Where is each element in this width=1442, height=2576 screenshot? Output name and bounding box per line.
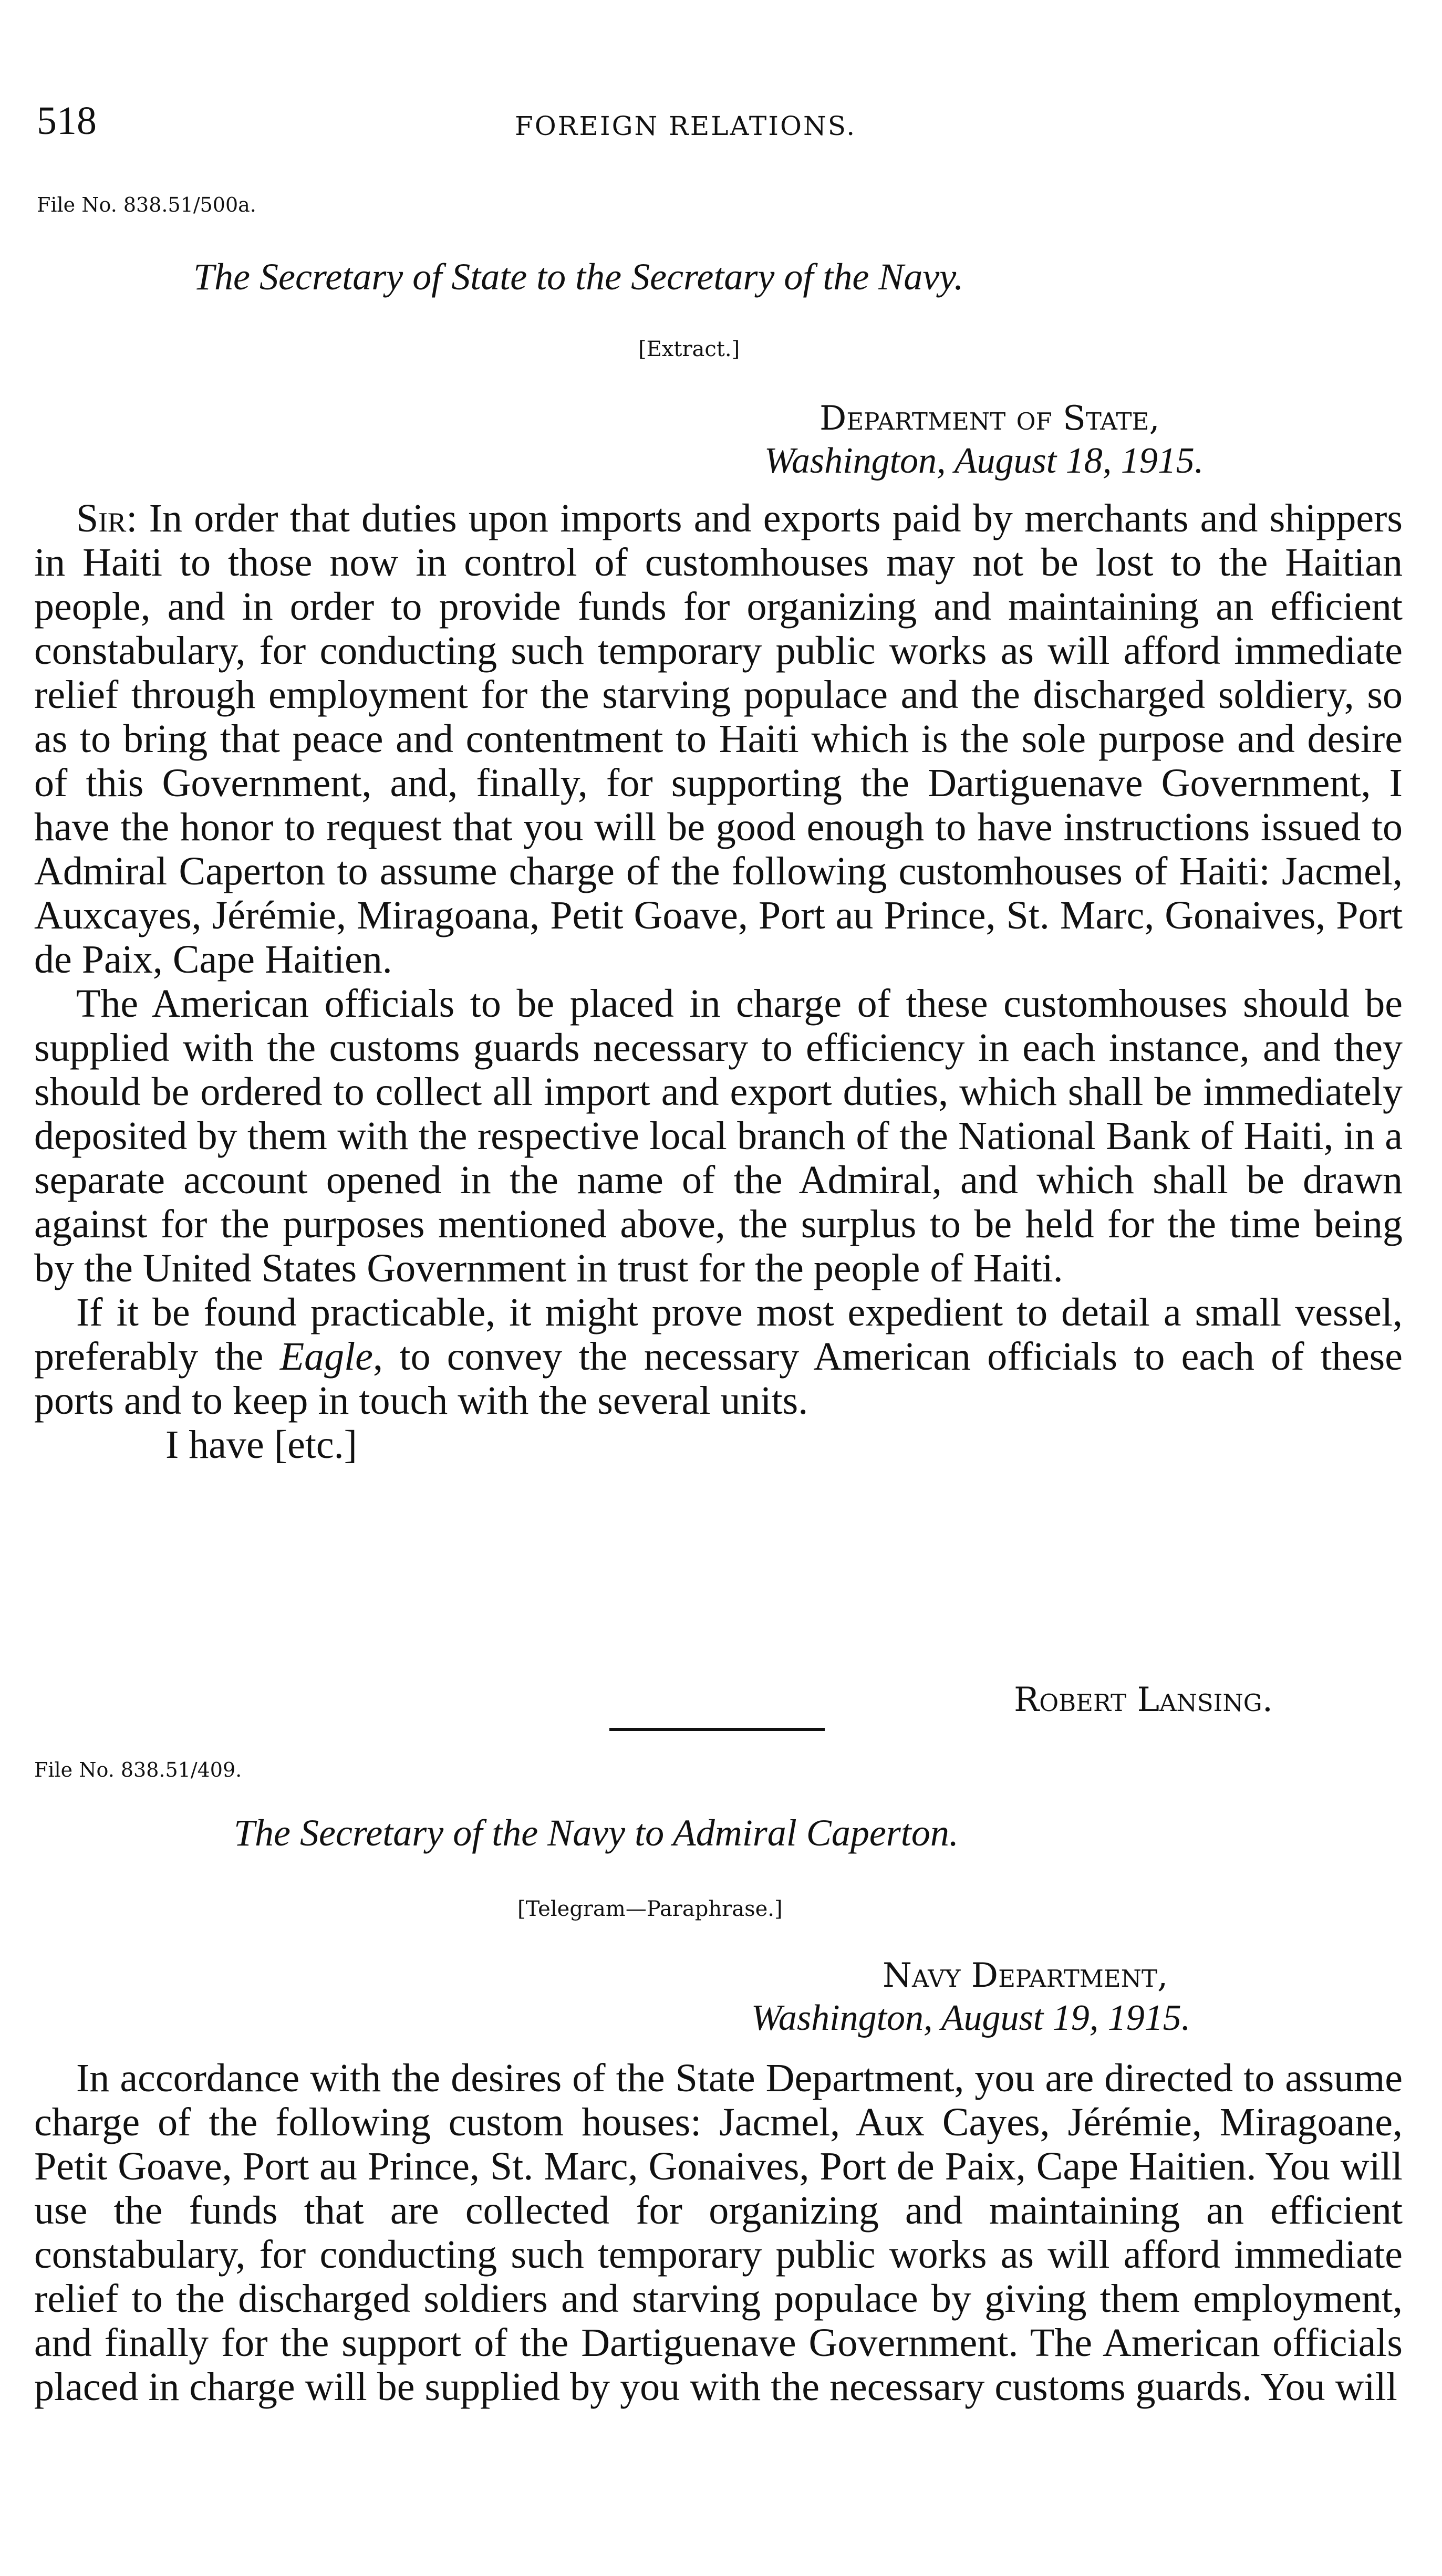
letter-2-paragraph-1: In accordance with the desires of the State Department, you are directed to assume charge of the following custom houses: Jacmel, Aux Cayes, Jérémie, Miragoane, Petit Goave, Port au Prince, St. Marc, Gonaives, Port de Paix, Cape Haitien. You will use the funds that are collected for organizing and maintaining an efficient constabulary, for conducting such temporary public works as will afford immediate relief to the discharged soldiers and starving populace by giving them employment, and finally for the support of the Dartiguenave Government. The American officials placed in charge will be supplied by you with the necessary customs guards. You will	[34, 2056, 1403, 2409]
letter-body-2	[34, 2056, 1403, 2409]
letter-title-2: The Secretary of the Navy to Admiral Caperton.	[234, 1812, 959, 1854]
paragraph-3-text-b: , to convey the necessary American officials to each of these ports and to keep in touch with the several units.	[34, 1334, 1403, 1423]
closing-line: I have [etc.]	[165, 1423, 357, 1467]
dateline-2-sep: ,	[1089, 1998, 1108, 2038]
letter-1-paragraph-3	[34, 1290, 1403, 1423]
dateline-2	[751, 1996, 1190, 2041]
signature: Robert Lansing.	[1014, 1681, 1273, 1719]
dateline-1-year: 1915	[1121, 441, 1195, 481]
section-divider	[609, 1728, 825, 1731]
letter-title-1: The Secretary of State to the Secretary of the Navy.	[193, 256, 964, 298]
dateline-2-text: Washington, August	[751, 1998, 1053, 2038]
dateline-1-end: .	[1194, 441, 1204, 481]
dateline-1-day: 18	[1065, 441, 1103, 481]
sender-department-2: Navy Department,	[883, 1956, 1168, 1995]
letter-subtitle-1: [Extract.]	[638, 337, 740, 361]
dateline-1-sep: ,	[1102, 441, 1121, 481]
dateline-2-end: .	[1181, 1998, 1191, 2038]
dateline-1-text: Washington, August	[764, 441, 1066, 481]
letter-body-1	[34, 496, 1403, 1467]
dateline-1	[764, 439, 1204, 484]
letter-1-paragraph-1	[34, 496, 1403, 982]
dateline-2-day: 19	[1052, 1998, 1090, 2038]
ship-name: Eagle	[279, 1334, 374, 1379]
salutation: Sir	[76, 496, 127, 540]
file-number-2: File No. 838.51/409.	[34, 1758, 242, 1781]
letter-subtitle-2: [Telegram—Paraphrase.]	[517, 1897, 783, 1921]
sender-department-1: Department of State,	[819, 399, 1160, 438]
running-head: FOREIGN RELATIONS.	[515, 111, 857, 141]
paragraph-1-text: : In order that duties upon imports and exports paid by merchants and shippers in Haiti to those now in control of customhouses may not be lost to the Haitian people, and in order to provide funds for organizing and maintaining an efficient constabulary, for conducting such temporary public works as will afford immediate relief through employment for the starving populace and the discharged soldiery, so as to bring that peace and contentment to Haiti which is the sole purpose and desire of this Government, and, finally, for supporting the Dartiguenave Government, I have the honor to request that you will be good enough to have instructions issued to Admiral Caperton to assume charge of the following customhouses of Haiti: Jacmel, Auxcayes, Jérémie, Miragoana, Petit Goave, Port au Prince, St. Marc, Gonaives, Port de Paix, Cape Haitien.	[34, 496, 1403, 982]
page-number: 518	[37, 99, 97, 143]
paragraph-3-text-a: If it be found practicable, it might prove most expedient to detail a small vessel, preferably the	[34, 1290, 1403, 1379]
letter-1-paragraph-2: The American officials to be placed in charge of these customhouses should be supplied with the customs guards necessary to efficiency in each instance, and they should be ordered to collect all import and export duties, which shall be immediately deposited by them with the respective local branch of the National Bank of Haiti, in a separate account opened in the name of the Admiral, and which shall be drawn against for the purposes mentioned above, the surplus to be held for the time being by the United States Government in trust for the people of Haiti.	[34, 982, 1403, 1290]
page-header	[37, 97, 1392, 160]
dateline-2-year: 1915	[1107, 1998, 1181, 2038]
file-number-1: File No. 838.51/500a.	[37, 193, 256, 216]
